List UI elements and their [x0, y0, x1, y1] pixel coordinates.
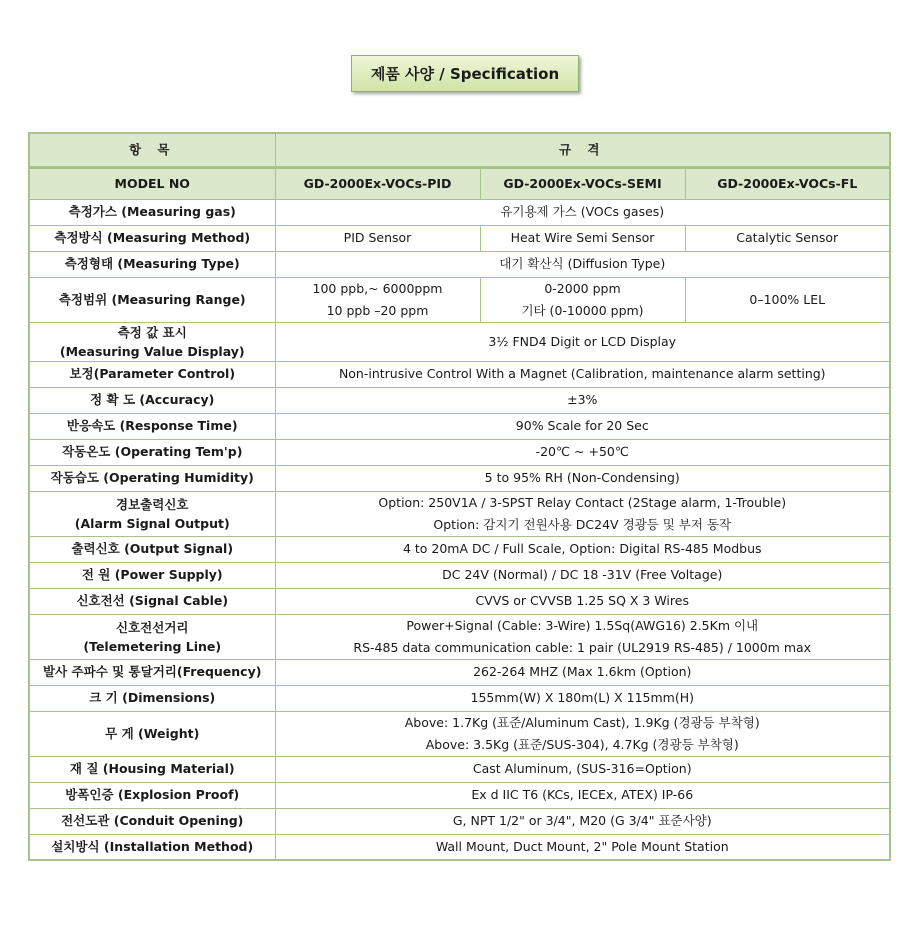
- table-row: [29, 277, 890, 322]
- row-value: 대기 확산식 (Diffusion Type): [275, 251, 890, 277]
- label-line: 경보출력신호: [116, 496, 189, 512]
- row-value: DC 24V (Normal) / DC 18 -31V (Free Voltage): [275, 562, 890, 588]
- label-line: 측정 값 표시: [117, 324, 187, 340]
- row-value: ±3%: [275, 387, 890, 413]
- row-label: 반응속도 (Response Time): [29, 413, 275, 439]
- row-value: [275, 277, 480, 322]
- value-line: Option: 250V1A / 3-SPST Relay Contact (2Stage alarm, 1-Trouble): [378, 494, 787, 510]
- row-value: [480, 277, 685, 322]
- table-row: [29, 465, 890, 491]
- table-row: [29, 562, 890, 588]
- table-row: [29, 439, 890, 465]
- row-label: 무 게 (Weight): [29, 711, 275, 756]
- range-line: 기타 (0-10000 ppm): [521, 302, 644, 318]
- row-value: Heat Wire Semi Sensor: [480, 225, 685, 251]
- row-label: 측정가스 (Measuring gas): [29, 199, 275, 225]
- table-row: [29, 808, 890, 834]
- table-row: [29, 225, 890, 251]
- value-line: RS-485 data communication cable: 1 pair (UL2919 RS-485) / 1000m max: [353, 639, 812, 655]
- table-row: [29, 536, 890, 562]
- value-line: Above: 3.5Kg (표준/SUS-304), 4.7Kg (경광등 부착형): [425, 736, 739, 752]
- row-value: Wall Mount, Duct Mount, 2" Pole Mount Station: [275, 834, 890, 860]
- table-row: [29, 711, 890, 756]
- model-fl: GD-2000Ex-VOCs-FL: [685, 167, 890, 199]
- row-label: 측정범위 (Measuring Range): [29, 277, 275, 322]
- row-value: 5 to 95% RH (Non-Condensing): [275, 465, 890, 491]
- table-row: [29, 361, 890, 387]
- range-line: 10 ppb –20 ppm: [326, 302, 429, 318]
- row-label: 작동온도 (Operating Tem'p): [29, 439, 275, 465]
- row-label: 측정형태 (Measuring Type): [29, 251, 275, 277]
- row-value: G, NPT 1/2" or 3/4", M20 (G 3/4" 표준사양): [275, 808, 890, 834]
- header-spec: 규 격: [275, 133, 890, 167]
- value-line: Power+Signal (Cable: 3-Wire) 1.5Sq(AWG16) 2.5Km 이내: [406, 617, 759, 633]
- row-label: 재 질 (Housing Material): [29, 756, 275, 782]
- table-row: [29, 782, 890, 808]
- label-line: (Measuring Value Display): [59, 343, 245, 359]
- row-label: 정 확 도 (Accuracy): [29, 387, 275, 413]
- table-row: [29, 199, 890, 225]
- table-row: [29, 387, 890, 413]
- table-row: [29, 413, 890, 439]
- row-value: [275, 491, 890, 536]
- table-row: [29, 614, 890, 659]
- model-semi: GD-2000Ex-VOCs-SEMI: [480, 167, 685, 199]
- header-item: 항 목: [29, 133, 275, 167]
- row-label: [29, 491, 275, 536]
- row-value: 262-264 MHZ (Max 1.6km (Option): [275, 659, 890, 685]
- row-value: Catalytic Sensor: [685, 225, 890, 251]
- table-row: [29, 659, 890, 685]
- row-label: 작동습도 (Operating Humidity): [29, 465, 275, 491]
- value-line: Option: 감지기 전원사용 DC24V 경광등 및 부저 동작: [433, 516, 732, 532]
- row-label: 전선도관 (Conduit Opening): [29, 808, 275, 834]
- row-label: 측정방식 (Measuring Method): [29, 225, 275, 251]
- table-row: [29, 322, 890, 361]
- row-label: 출력신호 (Output Signal): [29, 536, 275, 562]
- label-line: (Telemetering Line): [83, 638, 222, 654]
- row-value: 155mm(W) X 180m(L) X 115mm(H): [275, 685, 890, 711]
- row-label: 설치방식 (Installation Method): [29, 834, 275, 860]
- value-line: Above: 1.7Kg (표준/Aluminum Cast), 1.9Kg (경광등 부착형): [404, 714, 760, 730]
- row-value: 90% Scale for 20 Sec: [275, 413, 890, 439]
- row-value: -20℃ ~ +50℃: [275, 439, 890, 465]
- table-row: [29, 491, 890, 536]
- row-value: [275, 711, 890, 756]
- table-row: [29, 756, 890, 782]
- row-label: [29, 322, 275, 361]
- row-label: 보정(Parameter Control): [29, 361, 275, 387]
- model-label: MODEL NO: [29, 167, 275, 199]
- row-value: 3½ FND4 Digit or LCD Display: [275, 322, 890, 361]
- label-line: 신호전선거리: [116, 619, 189, 635]
- range-line: 0-2000 ppm: [544, 280, 621, 296]
- row-label: 전 원 (Power Supply): [29, 562, 275, 588]
- range-line: 100 ppb,~ 6000ppm: [312, 280, 443, 296]
- row-label: [29, 614, 275, 659]
- table-row: [29, 251, 890, 277]
- row-value: 0–100% LEL: [685, 277, 890, 322]
- spec-table: [28, 132, 891, 861]
- row-label: 방폭인증 (Explosion Proof): [29, 782, 275, 808]
- row-label: 발사 주파수 및 통달거리(Frequency): [29, 659, 275, 685]
- label-line: (Alarm Signal Output): [74, 515, 230, 531]
- row-value: 유기용제 가스 (VOCs gases): [275, 199, 890, 225]
- table-row: [29, 685, 890, 711]
- row-value: CVVS or CVVSB 1.25 SQ X 3 Wires: [275, 588, 890, 614]
- row-label: 크 기 (Dimensions): [29, 685, 275, 711]
- header-row: [29, 133, 890, 167]
- row-label: 신호전선 (Signal Cable): [29, 588, 275, 614]
- row-value: Ex d IIC T6 (KCs, IECEx, ATEX) IP-66: [275, 782, 890, 808]
- model-row: [29, 167, 890, 199]
- row-value: Non-intrusive Control With a Magnet (Calibration, maintenance alarm setting): [275, 361, 890, 387]
- page-title: 제품 사양 / Specification: [351, 55, 579, 92]
- row-value: 4 to 20mA DC / Full Scale, Option: Digital RS-485 Modbus: [275, 536, 890, 562]
- model-pid: GD-2000Ex-VOCs-PID: [275, 167, 480, 199]
- row-value: PID Sensor: [275, 225, 480, 251]
- row-value: Cast Aluminum, (SUS-316=Option): [275, 756, 890, 782]
- row-value: [275, 614, 890, 659]
- table-row: [29, 834, 890, 860]
- table-row: [29, 588, 890, 614]
